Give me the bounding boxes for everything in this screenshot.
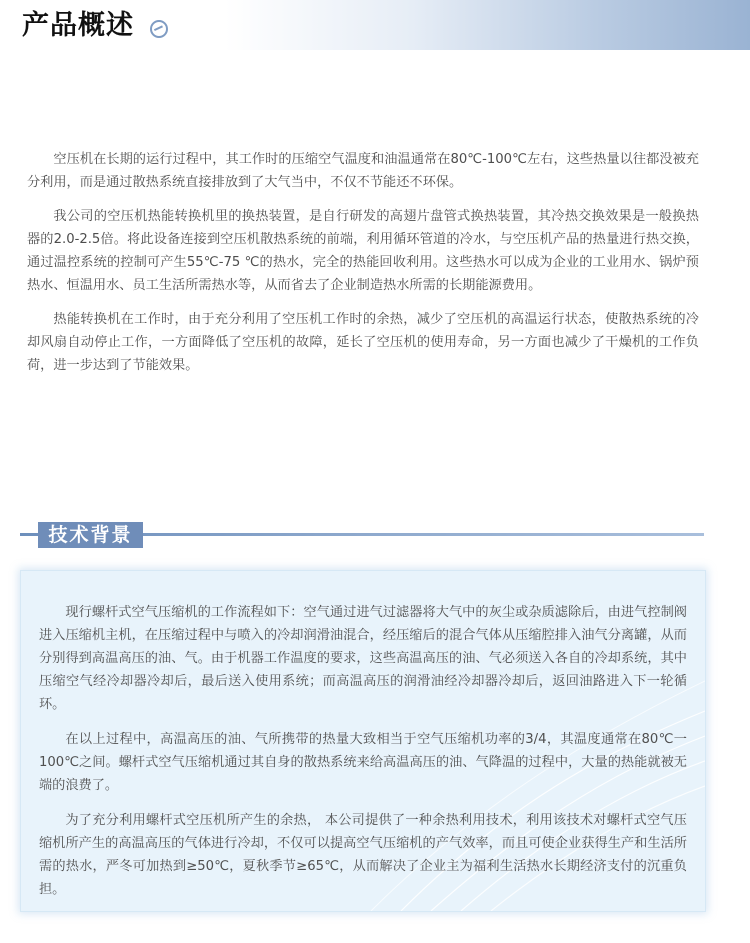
background-box	[20, 570, 706, 912]
background-paragraph: 在以上过程中，高温高压的油、气所携带的热量大致相当于空气压缩机功率的3/4，其温度通常在80℃一100℃之间。螺杆式空气压缩机通过其自身的散热系统来给高温高压的油、气降温的过程中，大量的热能就被无端的浪费了。	[39, 732, 687, 793]
overview-paragraph: 空压机在长期的运行过程中，其工作时的压缩空气温度和油温通常在80℃-100℃左右，这些热量以往都没被充分利用，而是通过散热系统直接排放到了大气当中，不仅不节能还不环保。	[27, 152, 699, 190]
background-paragraph: 为了充分利用螺杆式空压机所产生的余热， 本公司提供了一种余热利用技术，利用该技术对螺杆式空气压缩机所产生的高温高压的气体进行冷却，不仅可以提高空气压缩机的产气效率，而且可使企业获得生产和生活所需的热水，严冬可加热到≥50℃，夏秋季节≥65℃，从而解决了企业主为福利生活热水长期经济支付的沉重负担。	[39, 813, 687, 897]
circle-swoosh-icon	[150, 20, 168, 38]
background-paragraph: 现行螺杆式空气压缩机的工作流程如下：空气通过进气过滤器将大气中的灰尘或杂质滤除后，由进气控制阀进入压缩机主机，在压缩过程中与喷入的冷却润滑油混合，经压缩后的混合气体从压缩腔排入油气分离罐，从而分别得到高温高压的油、气。由于机器工作温度的要求，这些高温高压的油、气必须送入各自的冷却系统，其中压缩空气经冷却器冷却后，最后送入使用系统；而高温高压的润滑油经冷却器冷却后，返回油路进入下一轮循环。	[39, 605, 687, 712]
overview-paragraph: 我公司的空压机热能转换机里的换热装置，是自行研发的高翅片盘管式换热装置，其冷热交换效果是一般换热器的2.0-2.5倍。将此设备连接到空压机散热系统的前端，利用循环管道的冷水，与空压机产品的热量进行热交换，通过温控系统的控制可产生55℃-75 ℃的热水，完全的热能回收利用。这些热水可以成为企业的工业用水、锅炉预热水、恒温用水、员工生活所需热水等，从而省去了企业制造热水所需的长期能源费用。	[27, 209, 699, 293]
overview-paragraph: 热能转换机在工作时，由于充分利用了空压机工作时的余热，减少了空压机的高温运行状态，使散热系统的冷却风扇自动停止工作，一方面降低了空压机的故障，延长了空压机的使用寿命，另一方面也减少了干燥机的工作负荷，进一步达到了节能效果。	[27, 312, 699, 373]
overview-section	[27, 148, 699, 388]
overview-title: 产品概述	[22, 10, 134, 41]
background-title: 技术背景	[38, 522, 143, 548]
background-text	[39, 601, 687, 912]
